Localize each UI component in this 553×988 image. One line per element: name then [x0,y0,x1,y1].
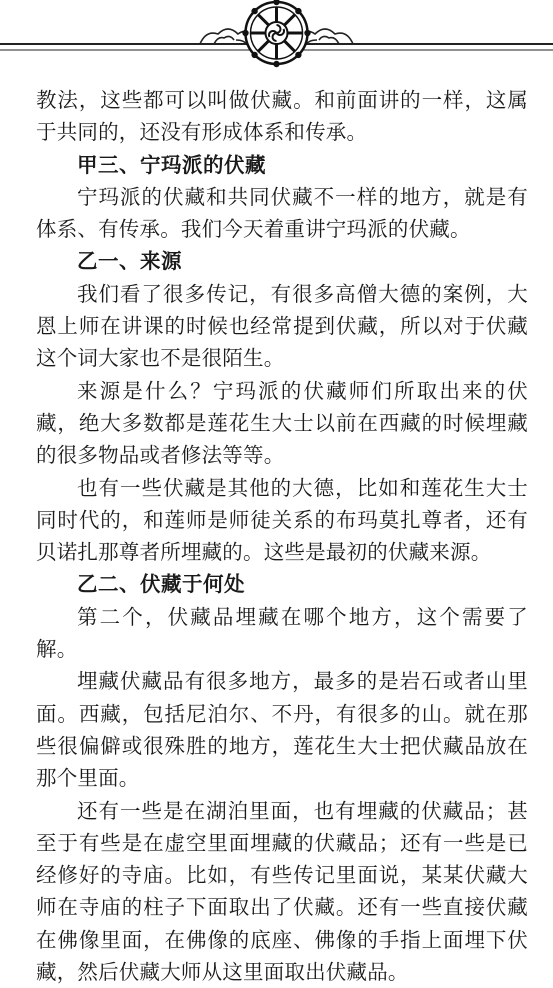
body-paragraph: 教法，这些都可以叫做伏藏。和前面讲的一样，这属于共同的，还没有形成体系和传承。 [36,88,528,145]
body-paragraph: 埋藏伏藏品有很多地方，最多的是岩石或者山里面。西藏，包括尼泊尔、不丹，有很多的山。就在那些很偏僻或很殊胜的地方，莲花生大士把伏藏品放在那个里面。 [36,669,528,791]
body-paragraph: 宁玛派的伏藏和共同伏藏不一样的地方，就是有体系、有传承。我们今天着重讲宁玛派的伏藏。 [36,184,528,242]
section-heading: 乙二、伏藏于何处 [77,572,245,597]
body-paragraph: 也有一些伏藏是其他的大德，比如和莲花生大士同时代的，和莲师是师徒关系的布玛莫扎尊者，还有贝诺扎那尊者所埋藏的。这些是最初的伏藏来源。 [36,475,528,565]
section-heading: 乙一、来源 [77,249,182,274]
body-paragraph: 还有一些是在湖泊里面，也有埋藏的伏藏品；甚至于有些是在虚空里面埋藏的伏藏品；还有一些是已经修好的寺庙。比如，有些传记里面说，某某伏藏大师在寺庙的柱子下面取出了伏藏。还有一些直接伏藏在佛像里面，在佛像的底座、佛像的手指上面埋下伏藏，然后伏藏大师从这里面取出伏藏品。 [36,798,528,985]
page-body [36,84,528,988]
body-paragraph: 第二个，伏藏品埋藏在哪个地方，这个需要了解。 [36,604,528,662]
body-paragraph: 我们看了很多传记，有很多高僧大德的案例，大恩上师在讲课的时候也经常提到伏藏，所以对于伏藏这个词大家也不是很陌生。 [36,281,528,371]
header-ornament [0,0,553,78]
body-paragraph: 来源是什么？宁玛派的伏藏师们所取出来的伏藏，绝大多数都是莲花生大士以前在西藏的时候埋藏的很多物品或者修法等等。 [36,378,528,468]
dharma-wheel-icon [242,0,310,67]
section-heading: 甲三、宁玛派的伏藏 [77,152,266,177]
page-header-ornament [0,0,553,78]
